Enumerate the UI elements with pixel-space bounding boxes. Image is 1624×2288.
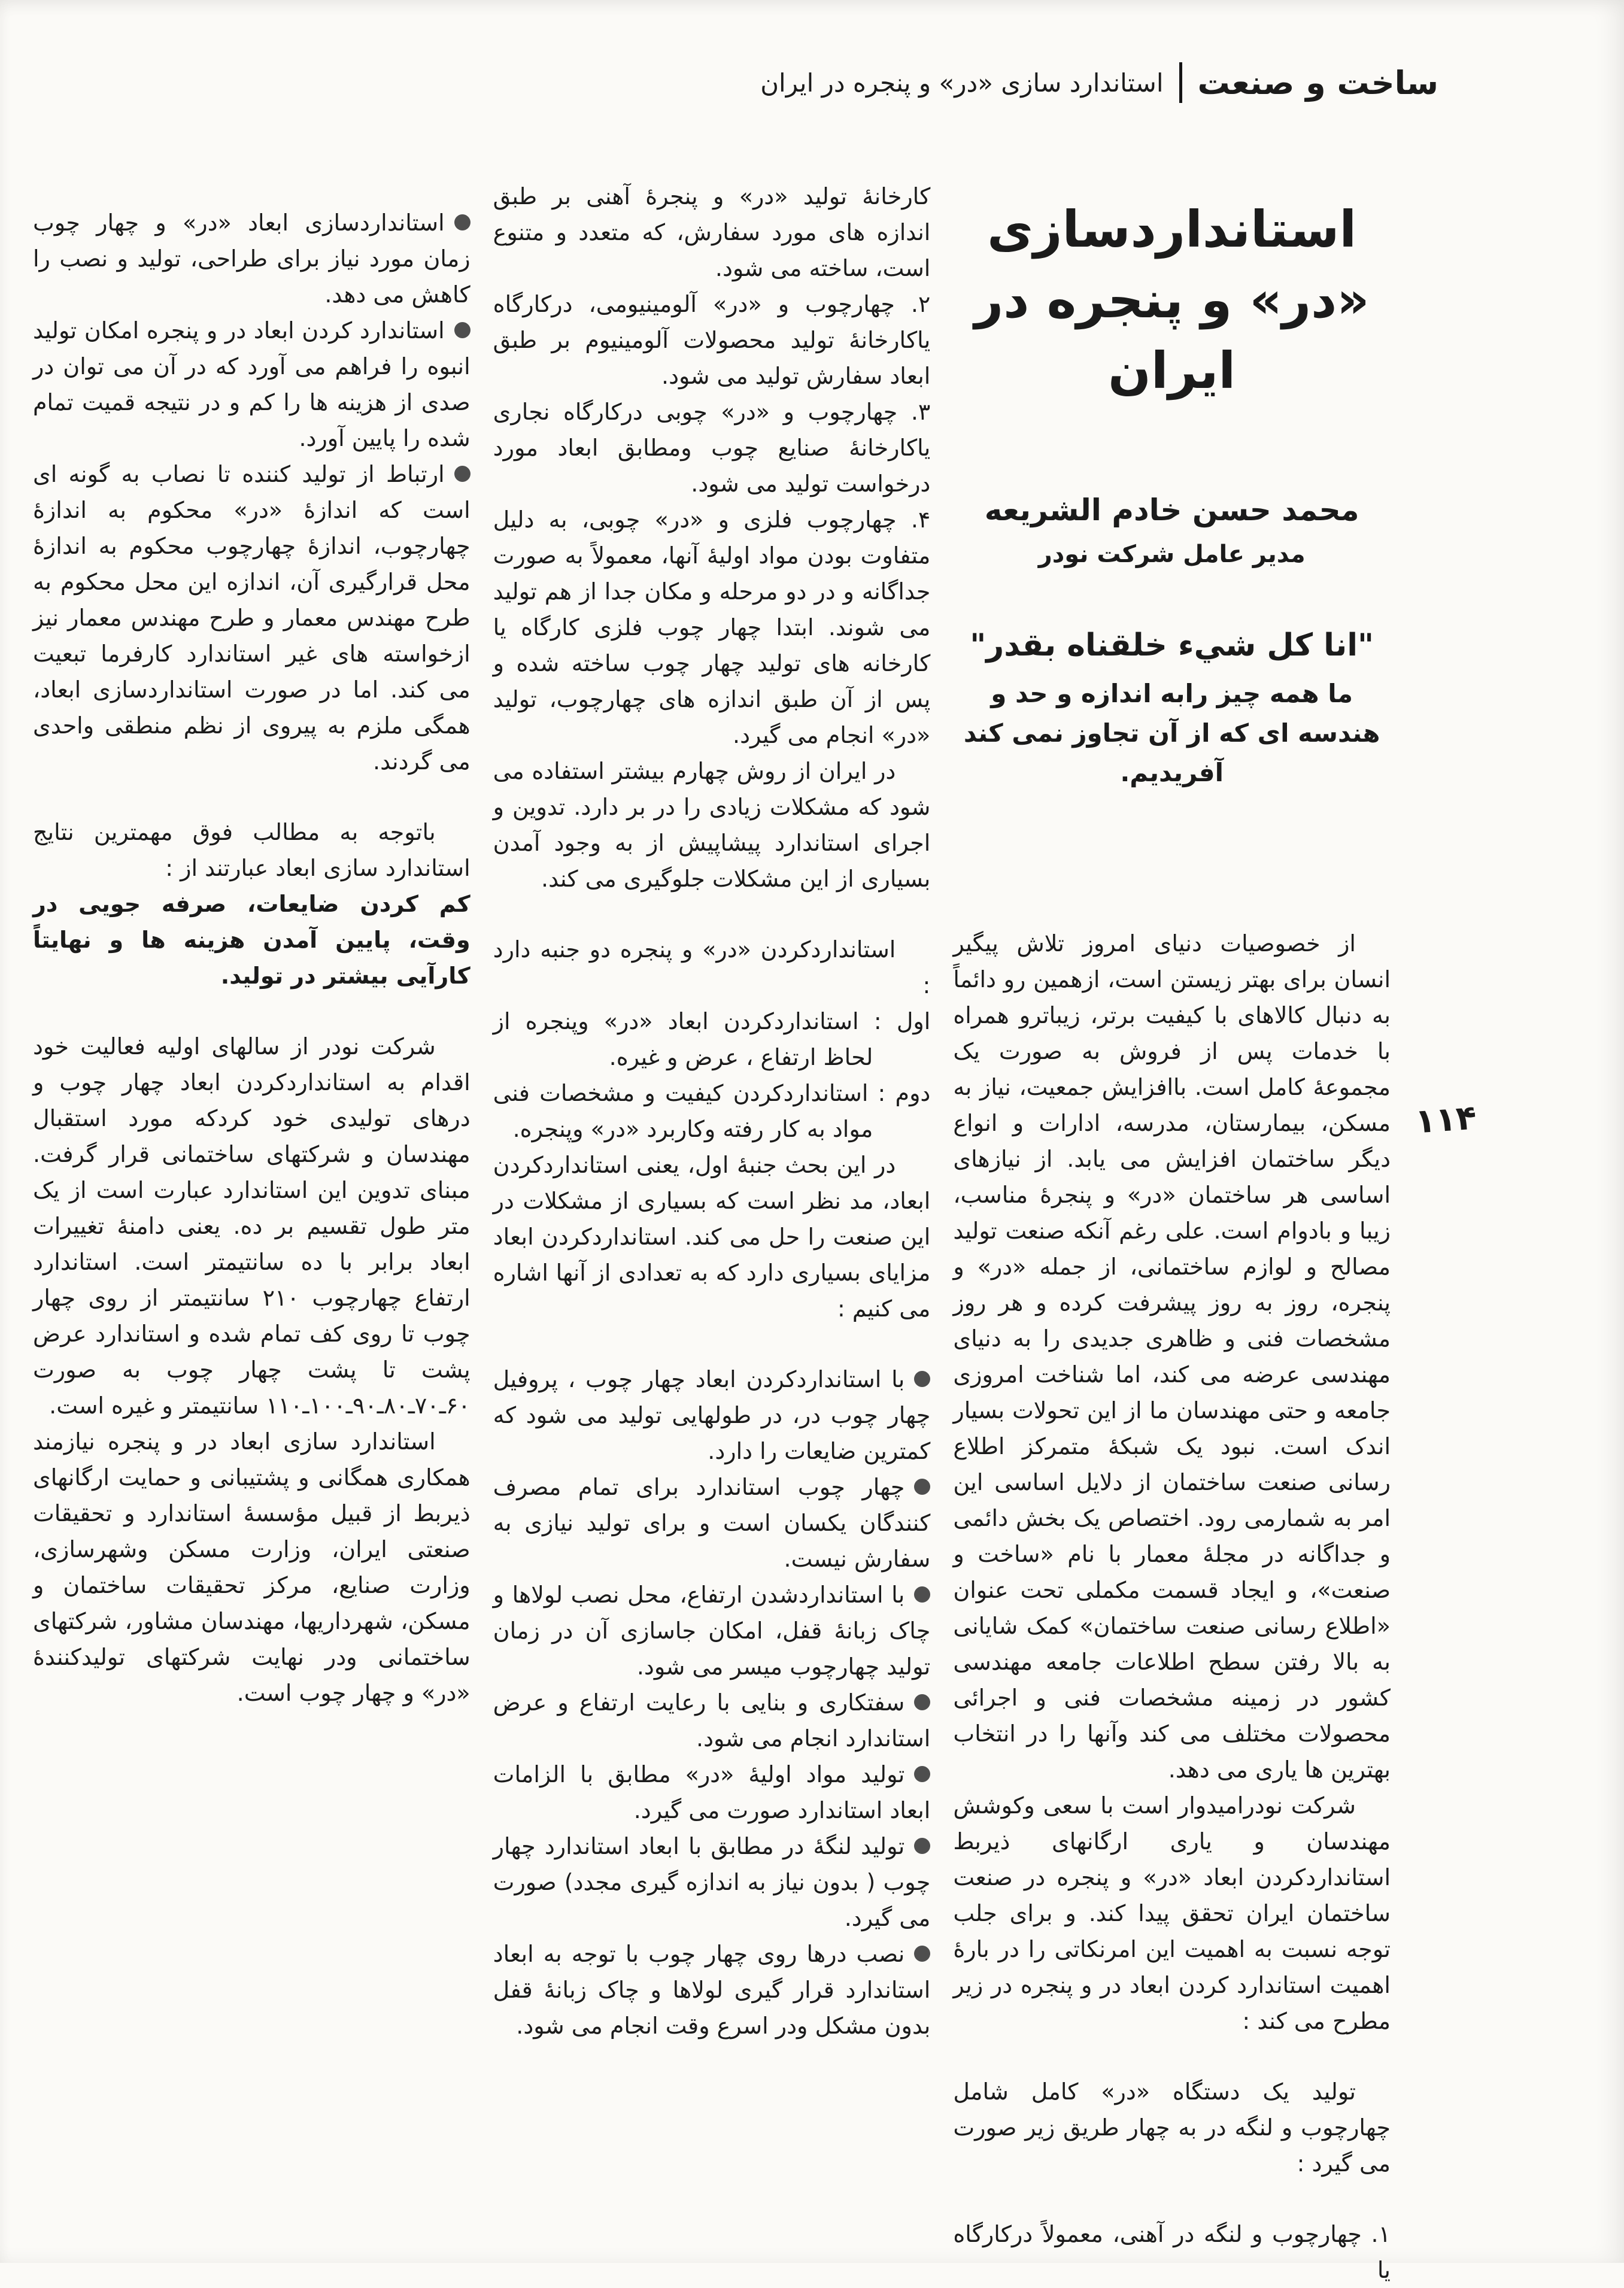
bullet-icon: [454, 466, 470, 482]
bullet-icon: [914, 1838, 930, 1854]
paragraph: [493, 753, 931, 897]
paragraph-text: دوم : استانداردکردن کیفیت و مشخصات فنی مواد به کار رفته وکاربرد «در» وپنجره.: [493, 1080, 931, 1142]
paragraph-text: باتوجه به مطالب فوق مهمترین نتایج استاندارد سازی ابعاد عبارتند از :: [33, 819, 470, 881]
author-role: مدير عامل شركت نودر: [1038, 541, 1306, 568]
bullet-list-item: [493, 1577, 931, 1685]
paragraph-text: کارخانهٔ تولید «در» و پنجرهٔ آهنی بر طبق اندازه های مورد سفارش، که متعدد و متنوع است، ساخته می شود.: [493, 183, 931, 281]
magazine-brand: ساخت و صنعت: [1197, 63, 1438, 102]
author-name: محمد حسن خادم الشريعه: [984, 493, 1359, 527]
paragraph-text: ارتباط از تولید کننده تا نصاب به گونه ای است که اندازهٔ «در» محکوم به اندازهٔ چهارچوب، اندازهٔ چهارچوب محکوم به اندازهٔ محل قرارگیری آن، اندازه این محل محکوم به طرح مهندس معمار و طرح مهندس معمار نیز ازخواسته های غیر استاندارد کارفرما تبعیت می کند. اما در صورت استانداردسازی ابعاد، همگی ملزم به پیروی از نظم منطقی واحدی می گردند.: [33, 461, 470, 775]
bullet-icon: [914, 1371, 930, 1387]
paragraph-text: سفتکاری و بنایی با رعایت ارتفاع و عرض استاندارد انجام می شود.: [493, 1689, 931, 1752]
paragraph-text: اول : استانداردکردن ابعاد «در» وپنجره از لحاظ ارتفاع ، عرض و غیره.: [493, 1008, 931, 1070]
page-number: ۱۱۴: [1414, 1098, 1479, 1142]
paragraph-text: تولید لنگهٔ در مطابق با ابعاد استاندارد چهار چوب ( بدون نیاز به اندازه گیری مجدد) صورت می گیرد.: [493, 1833, 931, 1931]
quote-translation: [953, 674, 1391, 793]
paragraph-text: استاندارد سازی ابعاد در و پنجره نیازمند همکاری همگانی و پشتیبانی و حمایت ارگانهای ذیربط از قبیل مؤسسهٔ استاندارد و تحقیقات صنعتی ایران، وزارت مسکن وشهرسازی، وزارت صنایع، مرکز تحقیقات ساختمان و مسکن، شهرداریها، مهندسان مشاور، شرکتهای ساختمانی ودر نهایت شرکتهای تولیدکنندهٔ «در» و چهار چوب است.: [33, 1428, 470, 1706]
paragraph-text: ۱. چهارچوب و لنگه در آهنی، معمولاً درکارگاه یا: [953, 2221, 1391, 2283]
column-middle-paragraphs: [493, 178, 931, 2044]
paragraph-text: چهار چوب استاندارد برای تمام مصرف کنندگان یکسان است و برای تولید نیازی به سفارش نیست.: [493, 1474, 931, 1572]
paragraph-text: استانداردکردن «در» و پنجره دو جنبه دارد :: [493, 936, 931, 999]
bullet-list-item: [493, 1756, 931, 1828]
column-left: [33, 178, 470, 2288]
quran-quote: "انا كل شيء خلقناه بقدر": [970, 627, 1374, 663]
paragraph-text: در ایران از روش چهارم بیشتر استفاده می شود که مشکلات زیادی را در بر دارد. تدوین و اجرای استاندارد پیشاپیش از به وجود آمدن بسیاری از این مشکلات جلوگیری می کند.: [493, 758, 931, 892]
header-divider-bar: [1179, 62, 1182, 103]
column-right: [953, 178, 1391, 2288]
bullet-icon: [914, 1766, 930, 1782]
paragraph-text: با استانداردکردن ابعاد چهار چوب ، پروفیل چهار چوب در، در طولهایی تولید می شود که کمترین ضایعات را دارد.: [493, 1366, 931, 1464]
bullet-list-item: [33, 456, 470, 779]
bullet-icon: [454, 214, 470, 230]
column-right-paragraphs: [953, 925, 1391, 2288]
bullet-list-item: [493, 1936, 931, 2044]
article-title-block: [953, 194, 1391, 793]
page-header: [760, 62, 1438, 103]
paragraph-text: شرکت نودر از سالهای اولیه فعالیت خود اقدام به استانداردکردن ابعاد چهار چوب و درهای تولیدی خود کردکه مورد استقبال مهندسان و شرکتهای ساختمانی قرار گرفت. مبنای تدوین این استاندارد عبارت است از یک متر طول تقسیم بر ده. یعنی دامنهٔ تغییرات ابعاد برابر با ده سانتیمتر است. استاندارد ارتفاع چهارچوب ۲۱۰ سانتیمتر از روی چهار چوب تا روی کف تمام شده و استاندارد عرض پشت تا پشت چهار چوب به صورت ۶۰ـ۷۰ـ۸۰ـ۹۰ـ۱۰۰ـ۱۱۰ سانتیمتر و غیره است.: [33, 1033, 470, 1419]
column-middle: [493, 178, 931, 2288]
paragraph-text: از خصوصیات دنیای امروز تلاش پیگیر انسان برای بهتر زیستن است، ازهمین رو دائماً به دنبال کالاهای با کیفیت برتر، زیباترو همراه با خدمات پس از فروش به صورت یک مجموعهٔ کامل است. باافزایش جمعیت، نیاز به مسکن، بیمارستان، مدرسه، ادارات و انواع دیگر ساختمان افزایش می یابد. از نیازهای اساسی هر ساختمان «در» و پنجرهٔ مناسب، زیبا و بادوام است. علی رغم آنکه صنعت تولید مصالح و لوازم ساختمانی، از جمله «در» و پنجره، روز به روز پیشرفت کرده و هر روز مشخصات فنی و ظاهری جدیدی را به دنیای مهندسی عرضه می کند، اما شناخت امروزی جامعه و حتی مهندسان ما از این تحولات بسیار اندک است. نبود یک شبکهٔ متمرکز اطلاع رسانی صنعت ساختمان از دلایل اساسی این امر به شمارمی رود. اختصاص یک بخش دائمی و جداگانه در مجلهٔ معمار با نام «ساخت و صنعت»، و ایجاد قسمت مکملی تحت عنوان «اطلاع رسانی صنعت ساختمان» کمک شایانی به بالا رفتن سطح اطلاعات جامعه مهندسی کشور در زمینه مشخصات فنی و اجرائی محصولات مختلف می کند وآنها را در انتخاب بهترین ها یاری می دهد.: [953, 930, 1391, 1783]
paragraph: [493, 931, 931, 1003]
article-columns: [33, 178, 1391, 2283]
bullet-list-item: [33, 312, 470, 456]
quote-translation-line2: هندسه ای که از آن تجاوز نمی کند آفریدیم.: [963, 718, 1380, 787]
bullet-icon: [914, 1694, 930, 1710]
paragraph: [493, 1003, 931, 1075]
paragraph: [33, 886, 470, 994]
paragraph-text: استاندارد کردن ابعاد در و پنجره امکان تولید انبوه را فراهم می آورد که در آن می توان در صدی از هزینه ها را کم و در نتیجه قمیت تمام شده را پایین آورد.: [33, 317, 470, 451]
paragraph-text: با استانداردشدن ارتفاع، محل نصب لولاها و چاک زبانهٔ قفل، امکان جاسازی آن در زمان تولید چهارچوب میسر می شود.: [493, 1582, 931, 1680]
quote-translation-line1: ما همه چیز رابه اندازه و حد و: [991, 679, 1353, 708]
paragraph-text: نصب درها روی چهار چوب با توجه به ابعاد استاندارد قرار گیری لولاها و چاک زبانهٔ قفل بدون مشکل ودر اسرع وقت انجام می شود.: [493, 1941, 931, 2039]
paragraph-text: ۴. چهارچوب فلزی و «در» چوبی، به دلیل متفاوت بودن مواد اولیهٔ آنها، معمولاً به صورت جداگانه و در دو مرحله و مکان جدا از هم تولید می شوند. ابتدا چهار چوب فلزی کارگاه یا کارخانه های تولید چهار چوب ساخته شده و پس از آن طبق اندازه های چهارچوب، تولید «در» انجام می گیرد.: [493, 506, 931, 748]
paragraph: [493, 178, 931, 286]
header-section-title: استاندارد سازی «در» و پنجره در ایران: [760, 68, 1164, 98]
paragraph-text: شرکت نودرامیدوار است با سعی وکوشش مهندسان و یاری ارگانهای ذیربط استانداردکردن ابعاد «در» و پنجره در صنعت ساختمان ایران تحقق پیدا کند. و برای جلب توجه نسبت به اهمیت این امرنکاتی را در بارهٔ اهمیت استاندارد کردن ابعاد در و پنجره در زیر مطرح می کند :: [953, 1792, 1391, 2034]
paragraph: [33, 814, 470, 886]
paragraph: [493, 502, 931, 753]
paragraph-text: تولید یک دستگاه «در» کامل شامل چهارچوب و لنگه در به چهار طریق زیر صورت می گیرد :: [953, 2078, 1391, 2177]
column-left-paragraphs: [33, 205, 470, 1711]
article-title-line2: «در» و پنجره در ایران: [974, 271, 1370, 400]
paragraph-text: ۲. چهارچوب و «در» آلومینیومی، درکارگاه یاکارخانهٔ تولید محصولات آلومینیوم بر طبق ابعاد سفارش تولید می شود.: [493, 291, 931, 389]
paragraph-text: ۳. چهارچوب و «در» چوبی درکارگاه نجاری یاکارخانهٔ صنایع چوب ومطابق ابعاد مورد درخواست تولید می شود.: [493, 399, 931, 497]
paragraph: [493, 394, 931, 502]
bullet-list-item: [493, 1828, 931, 1936]
bullet-icon: [914, 1586, 930, 1603]
bullet-icon: [914, 1946, 930, 1962]
paragraph-text: استانداردسازی ابعاد «در» و چهار چوب زمان مورد نیاز برای طراحی، تولید و نصب را کاهش می دهد.: [33, 210, 470, 308]
bullet-list-item: [493, 1469, 931, 1577]
paragraph: [953, 2216, 1391, 2288]
paragraph: [493, 286, 931, 394]
paragraph: [953, 1788, 1391, 2039]
paragraph-text: در این بحث جنبهٔ اول، یعنی استانداردکردن ابعاد، مد نظر است که بسیاری از مشکلات در این صنعت را حل می کند. استانداردکردن ابعاد مزایای بسیاری دارد که به تعدادی از آنها اشاره می کنیم :: [493, 1152, 931, 1322]
paragraph: [953, 2074, 1391, 2181]
paragraph-text: تولید مواد اولیهٔ «در» مطابق با الزامات ابعاد استاندارد صورت می گیرد.: [493, 1761, 931, 1823]
paragraph: [493, 1075, 931, 1147]
bullet-icon: [914, 1479, 930, 1495]
paragraph: [33, 1424, 470, 1711]
bullet-list-item: [33, 205, 470, 312]
bullet-icon: [454, 322, 470, 338]
bullet-list-item: [493, 1685, 931, 1756]
paragraph: [953, 925, 1391, 1788]
paragraph: [33, 1028, 470, 1424]
paragraph-text: کم کردن ضایعات، صرفه جویی در وقت، پایین آمدن هزینه ها و نهایتاً کارآیی بیشتر در تولید.: [33, 891, 470, 989]
article-title: [953, 194, 1391, 406]
article-title-line1: استانداردسازی: [987, 200, 1357, 259]
bullet-list-item: [493, 1361, 931, 1469]
paragraph: [493, 1147, 931, 1327]
